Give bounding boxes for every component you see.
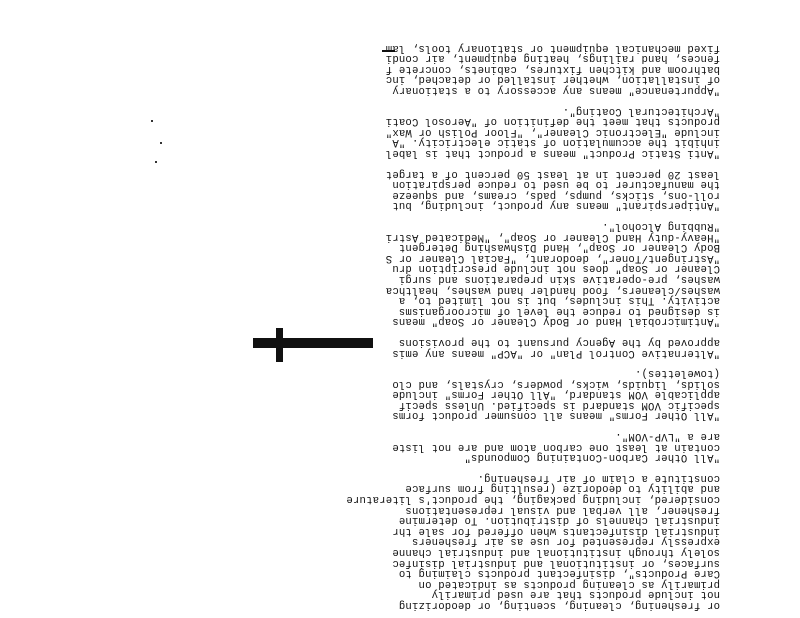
paragraph-line: Cleaner or Soap" does not include prescription dru <box>392 262 720 275</box>
paragraph-line: considered, including packaging, the product's literature <box>346 493 720 506</box>
paragraph-line: expressly represented for use as air fresheners <box>411 535 720 548</box>
redaction-bar <box>276 328 283 362</box>
paragraph-line: "Anti Static Product" means a product that is label <box>385 147 720 160</box>
document-paragraph <box>80 105 720 158</box>
paragraph-line: primarily as cleaning products as indicated on <box>418 577 720 590</box>
paragraph-line: surfaces, or institutional and industrial disinfec <box>392 556 720 569</box>
paragraph-line: applicable VOM standard, "All Other Forms" include <box>392 388 720 401</box>
paragraph-line: contain at least one carbon atom and are not liste <box>392 440 720 453</box>
paragraph-line: (towelettes). <box>634 367 720 380</box>
paragraph-line: of installation, whether installed or detached, inc <box>385 73 720 86</box>
paragraph-line: "Alternative Control Plan" or "ACP" means any emis <box>392 346 720 359</box>
paragraph-line: fences, hand railings, heating equipment, air condi <box>385 52 720 65</box>
paragraph-line: least 20 percent in at least 50 percent of a target <box>385 167 720 180</box>
paragraph-line: fixed mechanical equipment or stationary tools, lam <box>385 41 720 54</box>
document-paragraph <box>80 431 720 463</box>
document-paragraph <box>80 42 720 95</box>
paragraph-line: approved by the Agency pursuant to the provisions <box>398 335 720 348</box>
paragraph-line: "Heavy-duty Hand Cleaner or Soap", "Medicated Astri <box>385 230 720 243</box>
paragraph-line: solids, liquids, wicks, powders, crystals, and clo <box>392 377 720 390</box>
paragraph-line: "Appurtenance" means any accessory to a stationary <box>392 84 720 97</box>
paragraph-line: "Antiperspirant" means any product, including, but <box>392 199 720 212</box>
document-paragraph <box>80 368 720 421</box>
paragraph-line: industrial channels of distribution. To determine <box>398 514 720 527</box>
paragraph-line: or freshening, cleaning, scenting, or deodorizing <box>398 599 720 611</box>
paragraph-line: industrial disinfectants when offered for sale thr <box>392 524 720 537</box>
paragraph-line: activity. This includes, but is not limited to, a <box>398 294 720 307</box>
paragraph-line: "All Other Forms" means all consumer product forms <box>392 409 720 422</box>
paragraph-line: washes, pre-operative skin preparations and surgi <box>398 272 720 285</box>
paragraph-line: "All Other Carbon-Containing Compounds" <box>464 451 720 464</box>
paragraph-line: Care Products", disinfectant products claiming to <box>398 567 720 580</box>
paragraph-line: "Architectural Coating". <box>562 104 720 117</box>
paragraph-line: constitute a claim of air freshening. <box>477 471 720 484</box>
document-body <box>80 41 720 611</box>
paragraph-line: solely through institutional and industrial channe <box>392 546 720 559</box>
document-paragraph <box>80 336 720 357</box>
paragraph-line: and ability to deodorize (resulting from surface <box>405 482 720 495</box>
paragraph-line: is designed to reduce the level of microorganisms <box>398 304 720 317</box>
paragraph-line: freshener, all verbal and visual representations <box>405 503 720 516</box>
paragraph-line: inhibit the accumulation of static electricity. "A <box>392 136 720 149</box>
document-paragraph <box>80 220 720 326</box>
document-paragraph <box>80 168 720 210</box>
paragraph-line: are a "LVP-VOM". <box>615 430 720 443</box>
redaction-bar <box>253 338 373 348</box>
paragraph-line: "Antimicrobial Hand or Body Cleaner or Soap" means <box>392 315 720 328</box>
paragraph-line: washes/cleaners, food handler hand washes, healthca <box>385 283 720 296</box>
document-paragraph <box>80 472 720 610</box>
paragraph-line: specific VOM standard is specified. Unless specif <box>398 398 720 411</box>
paragraph-line: "Astringent/Toner", deodorant, "Facial Cleaner or S <box>385 251 720 264</box>
paragraph-line: bathroom and kitchen fixtures, cabinets, concrete f <box>385 62 720 75</box>
paragraph-line: roll-ons, sticks, pumps, pads, creams, and squeeze <box>392 188 720 201</box>
paragraph-line: "Rubbing Alcohol". <box>601 220 720 232</box>
paragraph-line: Body Cleaner or Soap", Hand Dishwashing Detergent <box>398 241 720 254</box>
paragraph-line: the manufacturer to be used to reduce perspiration <box>392 178 720 191</box>
paragraph-line: not include products that are used primarily <box>431 588 720 601</box>
paragraph-line: products that meet the definition of "Aerosol Coati <box>385 115 720 128</box>
paragraph-line: include "Electronic Cleaner", "Floor Polish or Wax" <box>385 125 720 138</box>
